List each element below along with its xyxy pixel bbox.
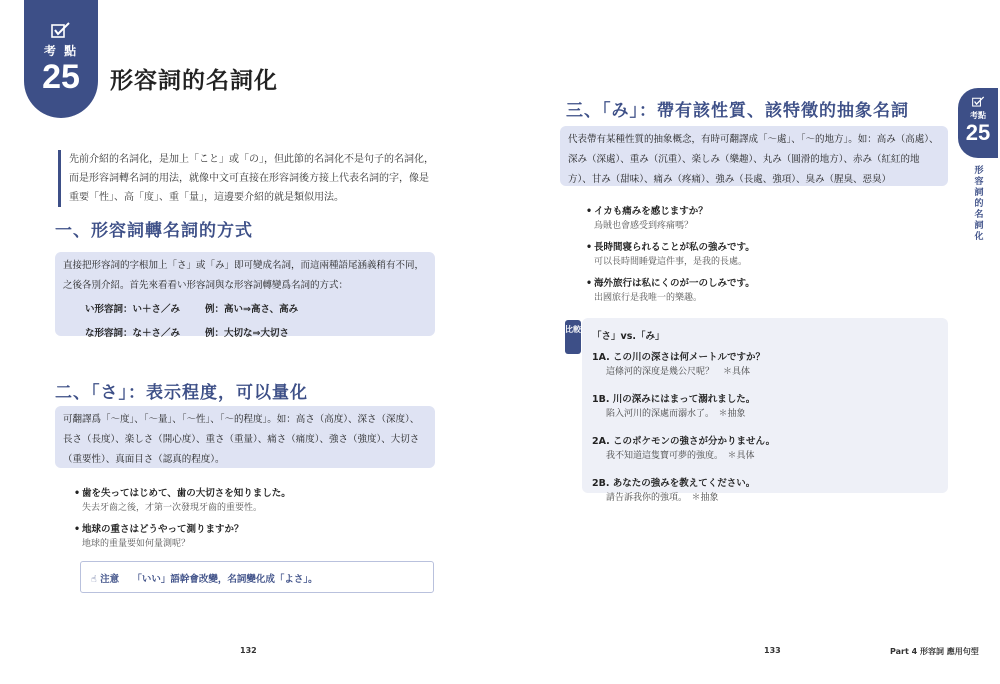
example-jp: 地球の重さはどうやって測りますか？ [82,524,244,535]
example-zh: 地球的重量要如何量測呢？ [82,539,191,549]
note-box [80,561,434,593]
chapter-tab [24,0,98,118]
section-1-heading: 一、形容詞轉名詞的方式 [55,221,253,241]
checkbox-icon [51,22,71,38]
example-4: • 長時間寝られることが私の強みです。 可以長時間睡覺這件事，是我的長處。 [586,240,946,270]
example-1: • 歯を失ってはじめて、歯の大切さを知りました。 失去牙齒之後，才第一次發現牙齒的重要性。 [74,486,434,516]
chapter-tab-small [958,88,998,158]
compare-answer: 陷入河川的深處而溺水了。 ＊抽象 [606,409,746,419]
example-2: • 地球の重さはどうやって測りますか？ 地球的重量要如何量測呢？ [74,522,434,552]
row-key: な形容詞：な＋さ／み [85,328,181,339]
compare-question: 1A. この川の深さは何メートルですか？ [592,352,766,363]
compare-item [592,392,938,422]
example-jp: 海外旅行は私にくのが一のしみです。 [594,278,755,289]
compare-question: 1B. 川の深みにはまって溺れました。 [592,394,756,405]
section-3-box [560,126,948,186]
example-zh: 出國旅行是我唯一的樂趣。 [594,293,703,303]
example-5: • 海外旅行は私にくのが一のしみです。 出國旅行是我唯一的樂趣。 [586,276,946,306]
row-value: 例：高い⇒高さ、高み [205,304,299,315]
compare-question: 2A. このポケモンの強さが分かりません。 [592,436,776,447]
section-3-heading: 三、「み」：帶有該性質、該特徵的抽象名詞 [566,101,909,121]
page-number-left: 132 [240,646,257,655]
tab-label: 考 點 [43,44,79,58]
note-text: 「いい」語幹會改變，名詞變化成「よさ」。 [132,574,318,585]
section-2-text: 可翻譯爲「～度」、「～量」、「～性」、「～的程度」。如：高さ（高度）、深さ（深度）、長さ（長度）、楽しさ（開心度）、重さ（重量）、痛さ（痛度）、強さ（強度）、大切さ（重要性）、真面目さ（認真的程度）。 [63,414,420,465]
note-label: ☝ 注意 [91,574,120,585]
section-3-text: 代表帶有某種性質的抽象概念，有時可翻譯成「～處」、「～的地方」。如：高み（高處）、深み（深處）、重み（沉重）、楽しみ（樂趣）、丸み（圓滑的地方）、赤み（紅紅的地方）、甘み（甜味）、痛み（疼痛）、強み（長處、強項）、臭み（腥臭、惡臭） [568,134,939,185]
page-number-right: 133 [764,646,781,655]
example-zh: 烏賊也會感受到疼痛嗎？ [594,221,694,231]
compare-item [592,434,938,464]
compare-answer: 請告訴我你的強項。 ＊抽象 [606,493,719,503]
compare-answer: 這條河的深度是幾公尺呢？ ＊具体 [606,367,751,377]
compare-item [592,350,938,380]
na-adjective-row [63,324,427,344]
example-zh: 失去牙齒之後，才第一次發現牙齒的重要性。 [82,503,263,513]
tab-label: 考點 [970,111,986,120]
row-value: 例：大切な⇒大切さ [205,328,289,339]
intro-paragraph: 先前介紹的名詞化，是加上「こと」或「の」，但此節的名詞化不是句子的名詞化，而是形容詞轉名詞的用法，就像中文可直接在形容詞後方接上代表名詞的字，像是重要「性」、高「度」、重「量」，這邊要介紹的就是類似用法。 [58,150,438,207]
section-1-text: 直接把形容詞的字根加上「さ」或「み」即可變成名詞，而這兩種語尾涵義稍有不同，之後各別介紹。首先來看看い形容詞與な形容詞轉變爲名詞的方式： [63,260,425,291]
example-zh: 可以長時間睡覺這件事，是我的長處。 [594,257,748,267]
example-3: • イカも痛みを感じますか？ 烏賊也會感受到疼痛嗎？ [586,204,946,234]
compare-side-label: 比較 [565,320,581,354]
compare-item [592,476,938,506]
chapter-title: 形容詞的名詞化 [110,68,278,94]
compare-answer: 我不知道這隻寶可夢的強度。 ＊具体 [606,451,755,461]
i-adjective-row [63,300,427,320]
compare-title: 「さ」vs.「み」 [592,331,665,342]
tab-number: 25 [965,120,991,145]
compare-question: 2B. あなたの強みを教えてください。 [592,478,756,489]
section-2-box [55,406,435,468]
tab-number: 25 [42,58,80,96]
example-jp: 歯を失ってはじめて、歯の大切さを知りました。 [82,488,291,499]
example-jp: 長時間寝られることが私の強みです。 [594,242,755,253]
checkbox-icon [972,96,985,107]
row-key: い形容詞：い＋さ／み [85,304,181,315]
section-1-box [55,252,435,339]
example-jp: イカも痛みを感じますか？ [594,206,708,217]
footer-part-label: Part 4 形容詞 應用句型 [890,647,979,656]
compare-box [582,318,948,503]
section-2-heading: 二、「さ」：表示程度，可以量化 [55,383,308,403]
side-title: 形容詞的名詞化 [974,166,984,242]
